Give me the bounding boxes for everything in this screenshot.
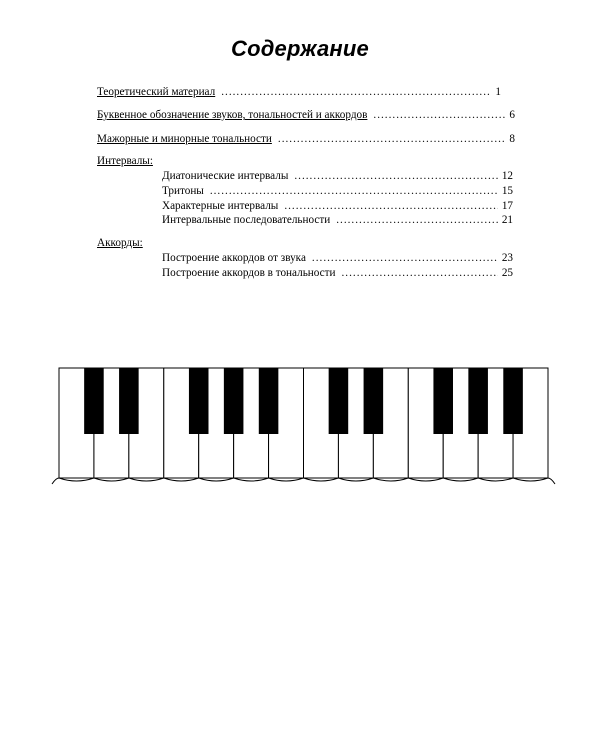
toc-entry-label: Характерные интервалы: [162, 200, 279, 212]
toc-heading-intervals: Интервалы:: [97, 155, 153, 167]
toc-entry-page: 6: [509, 109, 515, 121]
toc-entry-label: Построение аккордов от звука: [162, 252, 306, 264]
toc-entry-label: Мажорные и минорные тональности: [97, 133, 272, 145]
toc-entry-page: 1: [495, 86, 501, 98]
black-key: [224, 368, 244, 434]
black-key: [259, 368, 279, 434]
toc-entry-label: Буквенное обозначение звуков, тональностей и аккордов: [97, 109, 368, 121]
toc-entry-page: 17: [501, 200, 513, 212]
toc-entry-page: 12: [501, 170, 513, 182]
toc-entry-label: Интервальные последовательности: [162, 214, 331, 226]
toc-entry-page: 8: [509, 133, 515, 145]
black-key: [468, 368, 488, 434]
black-key: [329, 368, 349, 434]
black-key: [433, 368, 453, 434]
keyboard-bottom-edge: [52, 478, 555, 484]
black-key: [119, 368, 139, 434]
black-key: [503, 368, 523, 434]
toc-entry-page: 21: [501, 214, 513, 226]
toc-entry-label: Построение аккордов в тональности: [162, 267, 336, 279]
black-key: [364, 368, 384, 434]
black-key: [84, 368, 104, 434]
toc-entry-page: 25: [501, 267, 513, 279]
toc-entry-label: Диатонические интервалы: [162, 170, 289, 182]
toc-entry-label: Тритоны: [162, 185, 204, 197]
black-key: [189, 368, 209, 434]
toc-entry-page: 23: [501, 252, 513, 264]
toc-entry-label: Теоретический материал: [97, 86, 216, 98]
toc-heading-chords: Аккорды:: [97, 237, 143, 249]
page-title: Содержание: [231, 36, 369, 61]
toc-entry-page: 15: [501, 185, 513, 197]
